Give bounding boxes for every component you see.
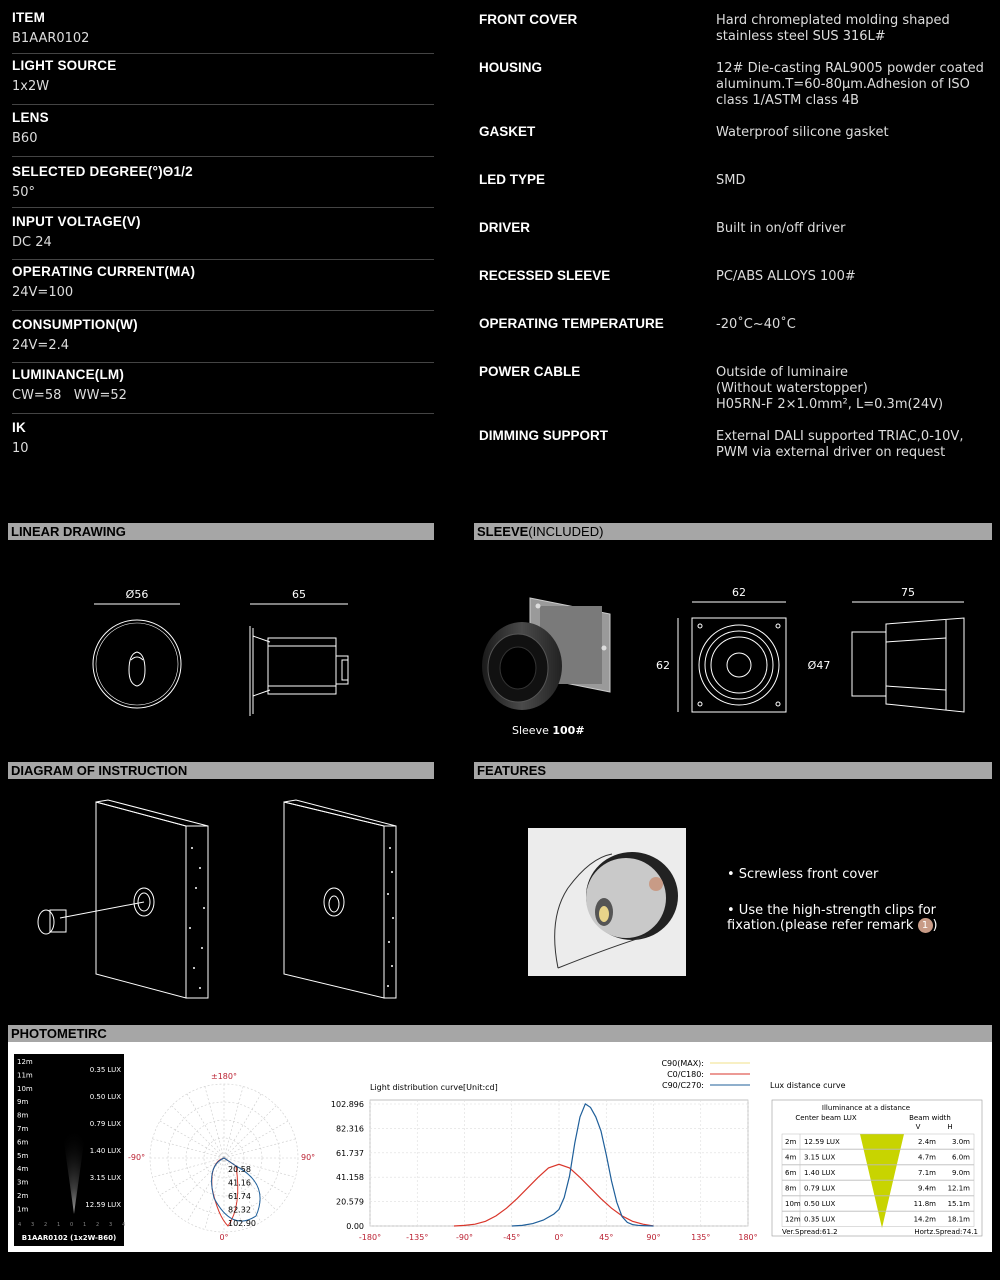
y-tick-label: 41.158 (336, 1173, 364, 1183)
beam-lux-label: 1.40 LUX (89, 1147, 121, 1155)
lux-value: 1.40 LUX (804, 1169, 836, 1177)
lux-v: 7.1m (918, 1169, 936, 1177)
lux-heading: Illuminance at a distance (821, 1104, 911, 1112)
spec-value: DC 24 (12, 235, 52, 250)
beam-distance-label: 9m (17, 1098, 29, 1107)
spec-value: External DALI supported TRIAC,0-10V, PWM via external driver on request (716, 429, 964, 460)
beam-distance-label: 6m (17, 1138, 29, 1147)
lux-title: Lux distance curve (770, 1081, 846, 1090)
feature-text: fixation.(please refer remark (727, 918, 918, 933)
installation-diagram (30, 798, 420, 1003)
beam-lux-label: 12.59 LUX (85, 1201, 121, 1209)
x-tick-label: 180° (738, 1233, 758, 1242)
polar-ring-label: 20.58 (228, 1165, 251, 1174)
spec-value: SMD (716, 173, 746, 188)
sleeve-photo (478, 592, 618, 722)
section-note: (INCLUDED) (528, 524, 604, 539)
series-line-0 (454, 1164, 654, 1226)
legend-label: C0/C180: (667, 1070, 704, 1079)
feature-item: • Use the high-strength clips for (727, 903, 937, 918)
sleeve-caption (512, 724, 585, 737)
lux-v: 14.2m (913, 1215, 936, 1224)
lux-value: 12.59 LUX (804, 1138, 840, 1146)
spec-value: 50° (12, 185, 36, 200)
beam-x-tick: 3 (31, 1222, 35, 1228)
spec-label: FRONT COVER (479, 12, 578, 27)
lux-value: 0.79 LUX (804, 1184, 836, 1193)
lux-value: 0.35 LUX (804, 1215, 836, 1224)
lux-table (770, 1098, 984, 1238)
caption-number: 100# (552, 724, 585, 737)
spec-value: Built in on/off driver (716, 221, 846, 236)
beam-distance-label: 3m (17, 1178, 29, 1187)
polar-chart (128, 1066, 320, 1246)
beam-caption: B1AAR0102 (1x2W-B60) (21, 1234, 117, 1242)
spec-item (12, 10, 434, 54)
polar-ring-label: 82.32 (228, 1205, 251, 1215)
beam-distance-label: 5m (17, 1151, 29, 1160)
lux-col-v: V (915, 1123, 921, 1131)
lux-value: 3.15 LUX (804, 1153, 836, 1162)
y-tick-label: 102.896 (330, 1100, 364, 1109)
lux-v: 2.4m (918, 1138, 936, 1146)
x-tick-label: 45° (599, 1233, 614, 1242)
spec-value: 24V=100 (12, 285, 74, 300)
feature-item: • Screwless front cover (727, 867, 879, 882)
lux-h: 12.1m (947, 1184, 970, 1193)
spec-label: LUMINANCE(LM) (12, 367, 125, 382)
dimension-label: 75 (901, 586, 915, 599)
spec-value: PC/ABS ALLOYS 100# (716, 269, 856, 284)
lux-distance: 6m (785, 1169, 797, 1177)
x-tick-label: -45° (503, 1233, 521, 1242)
spec-label: SELECTED DEGREE(°)Θ1/2 (12, 164, 193, 179)
linear-drawing-figure (80, 598, 380, 723)
caption-text: Sleeve (512, 724, 553, 737)
hor-spread: Hortz.Spread:74.1 (914, 1228, 978, 1236)
beam-distance-label: 1m (17, 1205, 29, 1214)
lux-col-width: Beam width (909, 1114, 951, 1122)
x-tick-label: 0° (554, 1233, 564, 1242)
spec-item (12, 110, 434, 157)
lux-distance: 8m (785, 1184, 797, 1193)
dimension-label: Ø56 (125, 588, 149, 601)
spec-item (12, 367, 434, 414)
section-header-linear-drawing: LINEAR DRAWING (8, 523, 434, 540)
feature-photo (528, 828, 686, 976)
lux-h: 15.1m (947, 1200, 970, 1208)
spec-label: RECESSED SLEEVE (479, 268, 611, 283)
beam-distance-label: 4m (17, 1165, 29, 1174)
beam-distance-label: 8m (17, 1111, 29, 1120)
spec-item (12, 214, 434, 260)
y-tick-label: 82.316 (336, 1124, 364, 1134)
spec-label: ITEM (12, 10, 46, 25)
section-title: SLEEVE (477, 524, 529, 539)
lux-value: 0.50 LUX (804, 1200, 836, 1208)
beam-lux-label: 0.79 LUX (89, 1120, 121, 1128)
spec-value: 24V=2.4 (12, 338, 70, 353)
spec-label: HOUSING (479, 60, 543, 75)
spec-label: LIGHT SOURCE (12, 58, 117, 73)
spec-label: IK (12, 420, 26, 435)
polar-ring-label: 61.74 (228, 1192, 251, 1201)
lux-v: 4.7m (918, 1153, 936, 1162)
x-tick-label: -90° (455, 1233, 474, 1242)
beam-panel (14, 1054, 124, 1246)
x-tick-label: -180° (358, 1233, 382, 1242)
section-header-photometric: PHOTOMETIRC (8, 1025, 992, 1042)
spec-item (12, 58, 434, 105)
spec-label: CONSUMPTION(W) (12, 317, 138, 332)
y-tick-label: 0.00 (346, 1222, 364, 1231)
spec-value: 12# Die-casting RAL9005 powder coated aluminum.T=60-80μm.Adhesion of ISO class 1/ASTM class 4B (716, 61, 984, 108)
beam-x-tick: 4 (18, 1222, 22, 1228)
spec-label: DIMMING SUPPORT (479, 428, 609, 443)
lux-h: 18.1m (947, 1215, 970, 1224)
lux-v: 9.4m (918, 1184, 936, 1193)
beam-x-tick: 1 (83, 1222, 87, 1228)
feature-text: ) (932, 918, 938, 933)
ver-spread: Ver.Spread:61.2 (782, 1228, 838, 1236)
section-header-sleeve (474, 523, 992, 540)
polar-ring-label: 102.90 (228, 1219, 256, 1228)
beam-x-tick: 4 (122, 1222, 126, 1228)
beam-x-tick: 2 (96, 1222, 100, 1228)
beam-x-tick: 0 (70, 1222, 74, 1228)
spec-label: INPUT VOLTAGE(V) (12, 214, 141, 229)
plot-frame (370, 1100, 748, 1226)
spec-item (12, 317, 434, 363)
dimension-label: Ø47 (807, 659, 831, 672)
polar-ring-label: 41.16 (228, 1178, 251, 1188)
spec-value: B1AAR0102 (12, 31, 90, 46)
lux-distance: 10m (785, 1200, 801, 1208)
spec-label: DRIVER (479, 220, 531, 235)
spec-item (12, 264, 434, 311)
spec-label: LED TYPE (479, 172, 546, 187)
lux-col-h: H (947, 1123, 953, 1131)
spec-value: 1x2W (12, 79, 50, 94)
lux-col-center: Center beam LUX (795, 1114, 857, 1122)
remark-badge: 1 (918, 918, 933, 933)
lux-distance: 12m (785, 1215, 801, 1224)
spec-label: OPERATING CURRENT(MA) (12, 264, 196, 279)
lux-h: 6.0m (952, 1153, 970, 1162)
polar-label-left: -90° (128, 1153, 146, 1162)
legend-label: C90(MAX): (661, 1059, 704, 1068)
beam-x-tick: 3 (109, 1222, 113, 1228)
beam-distance-label: 10m (17, 1084, 33, 1093)
spec-item (12, 420, 434, 464)
section-header-features: FEATURES (474, 762, 992, 779)
spec-value: -20˚C~40˚C (716, 317, 796, 332)
beam-x-tick: 1 (57, 1222, 61, 1228)
y-tick-label: 20.579 (336, 1197, 364, 1207)
lux-h: 9.0m (952, 1169, 970, 1177)
spec-label: GASKET (479, 124, 536, 139)
dimension-label: 62 (656, 659, 670, 672)
sleeve-drawing (660, 596, 980, 720)
spec-value: Waterproof silicone gasket (716, 125, 889, 140)
beam-distance-label: 7m (17, 1125, 29, 1133)
y-tick-label: 61.737 (336, 1148, 364, 1158)
spec-item (12, 164, 434, 208)
spec-value: CW=58 WW=52 (12, 388, 127, 403)
spec-label: LENS (12, 110, 49, 125)
distribution-chart (330, 1054, 770, 1246)
polar-label-top: ±180° (211, 1072, 237, 1081)
legend-label: C90/C270: (661, 1081, 704, 1090)
spec-label: OPERATING TEMPERATURE (479, 316, 664, 331)
x-tick-label: 135° (691, 1233, 711, 1242)
polar-label-bottom: 0° (219, 1233, 229, 1242)
lux-v: 11.8m (913, 1200, 936, 1208)
spec-label: POWER CABLE (479, 364, 581, 379)
series-line-1 (512, 1104, 654, 1226)
beam-x-tick: 2 (44, 1222, 48, 1228)
spec-value: B60 (12, 131, 38, 146)
beam-distance-label: 11m (17, 1071, 33, 1080)
beam-lux-label: 0.35 LUX (89, 1066, 121, 1074)
feature-item (727, 918, 938, 934)
dimension-label: 65 (292, 588, 306, 601)
x-tick-label: 90° (646, 1233, 661, 1242)
spec-value: 10 (12, 441, 29, 456)
beam-lux-label: 0.50 LUX (89, 1093, 121, 1101)
beam-distance-label: 12m (17, 1058, 33, 1066)
spec-value: Hard chromeplated molding shaped stainless steel SUS 316L# (716, 13, 950, 44)
beam-distance-label: 2m (17, 1192, 29, 1200)
chart-title: Light distribution curve[Unit:cd] (370, 1083, 498, 1092)
dimension-label: 62 (732, 586, 746, 599)
spec-value: Outside of luminaire (Without waterstopper) H05RN-F 2×1.0mm², L=0.3m(24V) (716, 365, 944, 412)
lux-distance: 4m (785, 1153, 797, 1162)
x-tick-label: -135° (406, 1233, 429, 1242)
lux-distance: 2m (785, 1138, 797, 1146)
beam-lux-label: 3.15 LUX (89, 1174, 121, 1182)
lux-h: 3.0m (952, 1138, 970, 1146)
polar-label-right: 90° (301, 1153, 316, 1162)
section-header-diagram: DIAGRAM OF INSTRUCTION (8, 762, 434, 779)
